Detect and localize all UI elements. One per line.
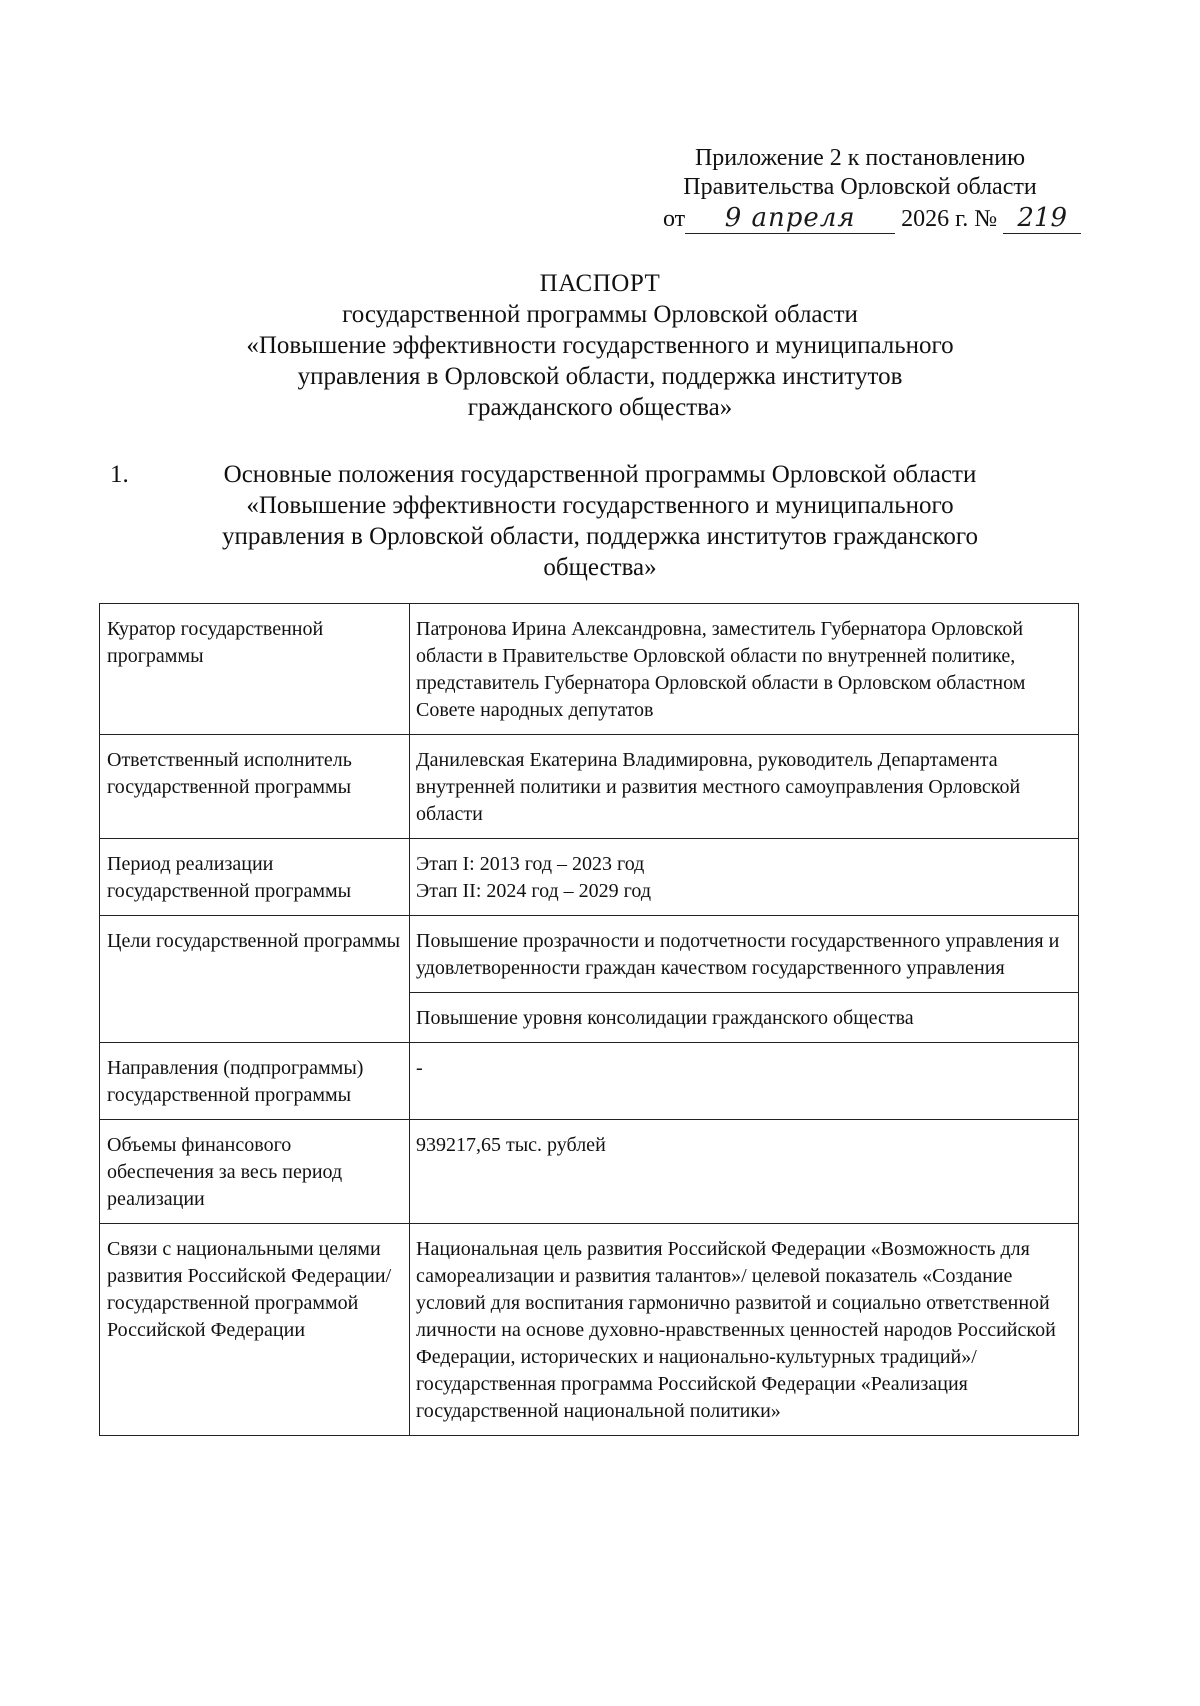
section-heading (100, 459, 1100, 583)
stage-2: Этап II: 2024 год – 2029 год (416, 880, 651, 902)
row-label: Период реализации государственной программы (100, 839, 410, 916)
appendix-header (640, 144, 1080, 202)
title-line-5: гражданского общества» (467, 394, 733, 421)
row-value: - (410, 1043, 1079, 1120)
passport-table (99, 603, 1079, 1436)
row-value: Повышение уровня консолидации гражданского общества (410, 993, 1079, 1043)
row-label: Цели государственной программы (100, 916, 410, 1043)
row-label: Связи с национальными целями развития Российской Федерации/государственной программой Российской Федерации (100, 1224, 410, 1436)
row-value: Национальная цель развития Российской Федерации «Возможность для самореализации и развития талантов»/ целевой показатель «Создание условий для воспитания гармонично развитой и социально ответственной личности на основе духовно-нравственных ценностей народов Российской Федерации, исторических и национально-культурных традиций»/государственная программа Российской Федерации «Реализация государственной национальной политики» (410, 1224, 1079, 1436)
table-row (100, 1224, 1079, 1436)
table-row (100, 604, 1079, 735)
table-row (100, 916, 1079, 993)
row-label: Куратор государственной программы (100, 604, 410, 735)
appendix-line-1: Приложение 2 к постановлению (694, 145, 1026, 171)
row-value: Патронова Ирина Александровна, заместитель Губернатора Орловской области в Правительстве Орловской области по внутренней политике, представитель Губернатора Орловской области в Орловском областном Совете народных депутатов (410, 604, 1079, 735)
row-value: Повышение прозрачности и подотчетности государственного управления и удовлетворенности граждан качеством государственного управления (410, 916, 1079, 993)
handwritten-number: 219 (1003, 203, 1081, 234)
stage-1: Этап I: 2013 год – 2023 год (416, 853, 645, 875)
year-and-number-label: 2026 г. № (901, 206, 998, 232)
title-line-2: государственной программы Орловской области (342, 301, 858, 328)
row-label: Ответственный исполнитель государственной программы (100, 735, 410, 839)
table-row (100, 1120, 1079, 1224)
appendix-line-2: Правительства Орловской области (683, 174, 1037, 200)
title-line-4: управления в Орловской области, поддержка институтов (297, 363, 903, 390)
table-row (100, 839, 1079, 916)
section-number: 1. (110, 461, 129, 488)
row-label: Объемы финансового обеспечения за весь период реализации (100, 1120, 410, 1224)
date-prefix: от (663, 206, 686, 232)
table-row (100, 1043, 1079, 1120)
resolution-date-line (663, 203, 1083, 234)
title-line-3: «Повышение эффективности государственного и муниципального (246, 332, 954, 359)
row-value: Данилевская Екатерина Владимировна, руководитель Департамента внутренней политики и развития местного самоуправления Орловской области (410, 735, 1079, 839)
section-line-1: Основные положения государственной программы Орловской области (223, 461, 977, 488)
section-line-3: управления в Орловской области, поддержка институтов гражданского (221, 523, 979, 550)
table-row (100, 735, 1079, 839)
section-line-2: «Повышение эффективности государственного и муниципального (246, 492, 954, 519)
passport-title (100, 268, 1100, 423)
row-label: Направления (подпрограммы) государственной программы (100, 1043, 410, 1120)
section-line-4: общества» (543, 554, 657, 581)
row-value (410, 839, 1079, 916)
row-value: 939217,65 тыс. рублей (410, 1120, 1079, 1224)
title-line-1: ПАСПОРТ (539, 270, 661, 297)
handwritten-date: 9 апреля (685, 203, 895, 234)
